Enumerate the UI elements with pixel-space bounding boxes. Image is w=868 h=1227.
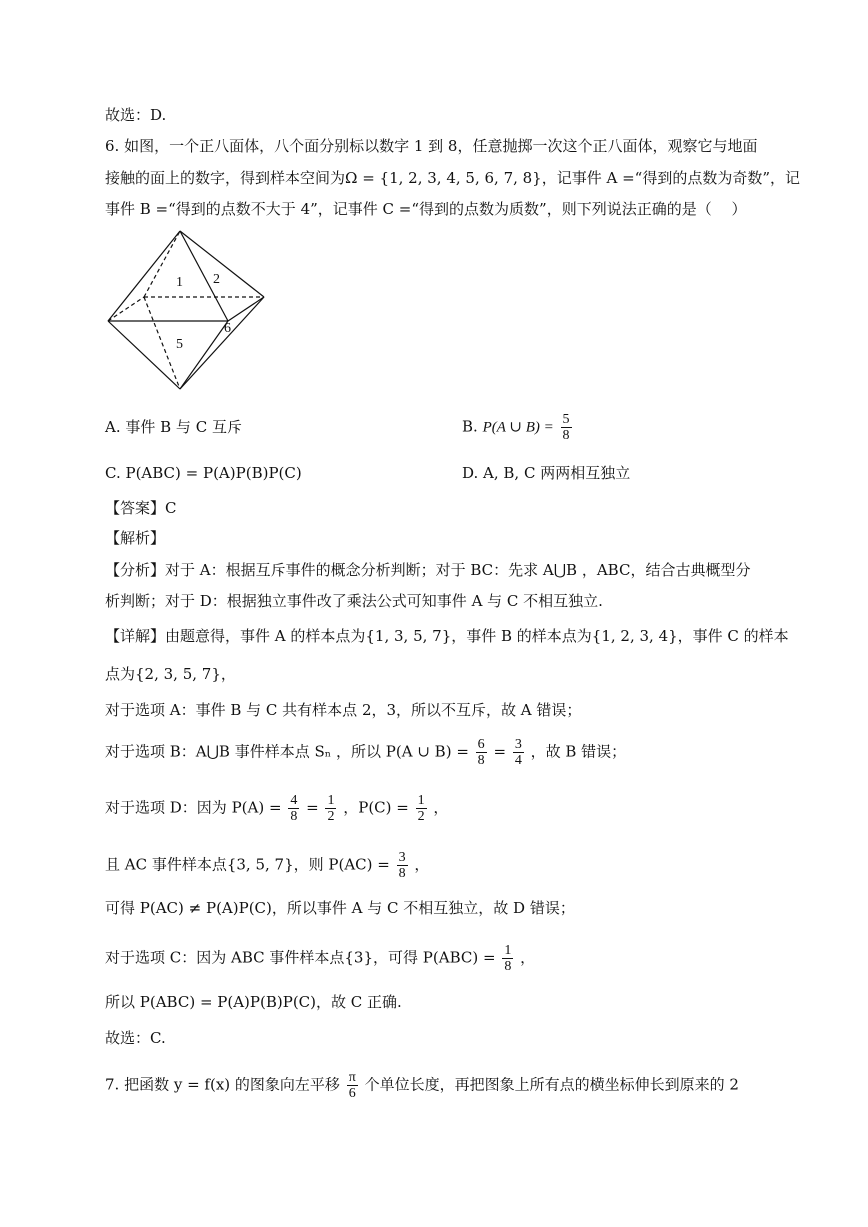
- fraction-denominator: 4: [514, 753, 522, 768]
- fraction-denominator: 8: [477, 753, 485, 768]
- analysis-heading: 【解析】: [105, 529, 166, 547]
- detail-line8: [105, 943, 535, 974]
- detail-line6: [105, 850, 429, 881]
- fraction-numerator: 1: [504, 943, 512, 958]
- fraction-denominator: 8: [504, 959, 512, 974]
- equals-sign: =: [306, 798, 319, 817]
- fraction-denominator: 8: [562, 428, 570, 443]
- option-b-expr: P(A ∪ B) =: [482, 419, 554, 436]
- detail-line4: [105, 737, 626, 768]
- option-a: A. 事件 B 与 C 互斥: [105, 418, 242, 436]
- fraction-numerator: π: [348, 1070, 356, 1085]
- q6-line3: 事件 B =“得到的点数不大于 4”，记事件 C =“得到的点数为质数”，则下列说法正确的是（ ）: [105, 200, 747, 218]
- detail-line5: [105, 793, 448, 824]
- fraction-6-8: [476, 737, 487, 768]
- choice: 故选：C.: [105, 1029, 166, 1047]
- fraction-1-8: [502, 943, 513, 974]
- option-b: [462, 412, 574, 443]
- q7-post: 个单位长度，再把图象上所有点的横坐标伸长到原来的 2: [364, 1075, 739, 1094]
- option-b-prefix: B.: [462, 417, 478, 436]
- detail-line5-post: ，: [433, 798, 449, 817]
- fraction-numerator: 1: [417, 793, 425, 808]
- detail-line5-mid: ，P(C) =: [343, 798, 409, 817]
- q6-line2: 接触的面上的数字，得到样本空间为Ω = {1, 2, 3, 4, 5, 6, 7, 8}，记事件 A =“得到的点数为奇数”，记: [105, 169, 801, 187]
- face-label-2: 2: [213, 272, 220, 287]
- fraction-numerator: 6: [477, 737, 485, 752]
- detail-line7: 可得 P(AC) ≠ P(A)P(C)，所以事件 A 与 C 不相互独立，故 D 错误；: [105, 899, 575, 917]
- q7-line1: [105, 1070, 739, 1101]
- face-label-1: 1: [176, 275, 183, 290]
- detail-line8-post: ，: [520, 948, 536, 967]
- fraction-3-4: [513, 737, 524, 768]
- fraction-3-8: [397, 850, 408, 881]
- fraction-pi-6: [347, 1070, 358, 1101]
- detail-line4-pre: 对于选项 B：A⋃B 事件样本点 Sₙ ，所以 P(A ∪ B) =: [105, 742, 469, 761]
- detail-line3: 对于选项 A：事件 B 与 C 共有样本点 2，3，所以不互斥，故 A 错误；: [105, 701, 582, 719]
- fraction-1-2: [325, 793, 336, 824]
- detail-line1: 【详解】由题意得，事件 A 的样本点为{1, 3, 5, 7}，事件 B 的样本点为{1, 2, 3, 4}，事件 C 的样本: [105, 627, 789, 645]
- fraction-denominator: 8: [398, 866, 406, 881]
- fraction-numerator: 5: [562, 412, 570, 427]
- fraction-1-2-c: [416, 793, 427, 824]
- face-label-6: 6: [224, 321, 231, 336]
- face-label-5: 5: [176, 337, 183, 352]
- fraction-denominator: 8: [290, 809, 298, 824]
- prev-choice: 故选：D.: [105, 106, 167, 124]
- option-d: D. A, B, C 两两相互独立: [462, 464, 631, 482]
- option-c: C. P(ABC) = P(A)P(B)P(C): [105, 464, 302, 482]
- fraction-numerator: 1: [327, 793, 335, 808]
- octahedron-figure: [100, 226, 275, 396]
- detail-line4-post: ，故 B 错误；: [530, 742, 627, 761]
- detail-line8-pre: 对于选项 C：因为 ABC 事件样本点{3}，可得 P(ABC) =: [105, 948, 496, 967]
- detail-line5-pre: 对于选项 D：因为 P(A) =: [105, 798, 282, 817]
- detail-line2: 点为{2, 3, 5, 7}，: [105, 665, 236, 683]
- fraction-numerator: 4: [290, 793, 298, 808]
- fraction-numerator: 3: [514, 737, 522, 752]
- fraction-denominator: 6: [348, 1086, 356, 1101]
- detail-line6-pre: 且 AC 事件样本点{3, 5, 7}，则 P(AC) =: [105, 855, 390, 874]
- detail-line9: 所以 P(ABC) = P(A)P(B)P(C)，故 C 正确.: [105, 993, 402, 1011]
- equals-sign: =: [493, 742, 507, 761]
- analysis-line2: 析判断；对于 D：根据独立事件改了乘法公式可知事件 A 与 C 不相互独立.: [105, 592, 603, 610]
- fraction-denominator: 2: [417, 809, 425, 824]
- analysis-line1: 【分析】对于 A：根据互斥事件的概念分析判断；对于 BC：先求 A⋃B ，ABC，结合古典概型分: [105, 561, 751, 579]
- option-b-fraction: [561, 412, 572, 443]
- q6-line1: 6. 如图，一个正八面体，八个面分别标以数字 1 到 8，任意抛掷一次这个正八面体，观察它与地面: [105, 137, 758, 155]
- fraction-denominator: 2: [327, 809, 335, 824]
- q7-pre: 7. 把函数 y = f(x) 的图象向左平移: [105, 1075, 340, 1094]
- answer: 【答案】C: [105, 499, 177, 517]
- fraction-4-8: [288, 793, 299, 824]
- detail-line6-post: ，: [414, 855, 430, 874]
- fraction-numerator: 3: [398, 850, 406, 865]
